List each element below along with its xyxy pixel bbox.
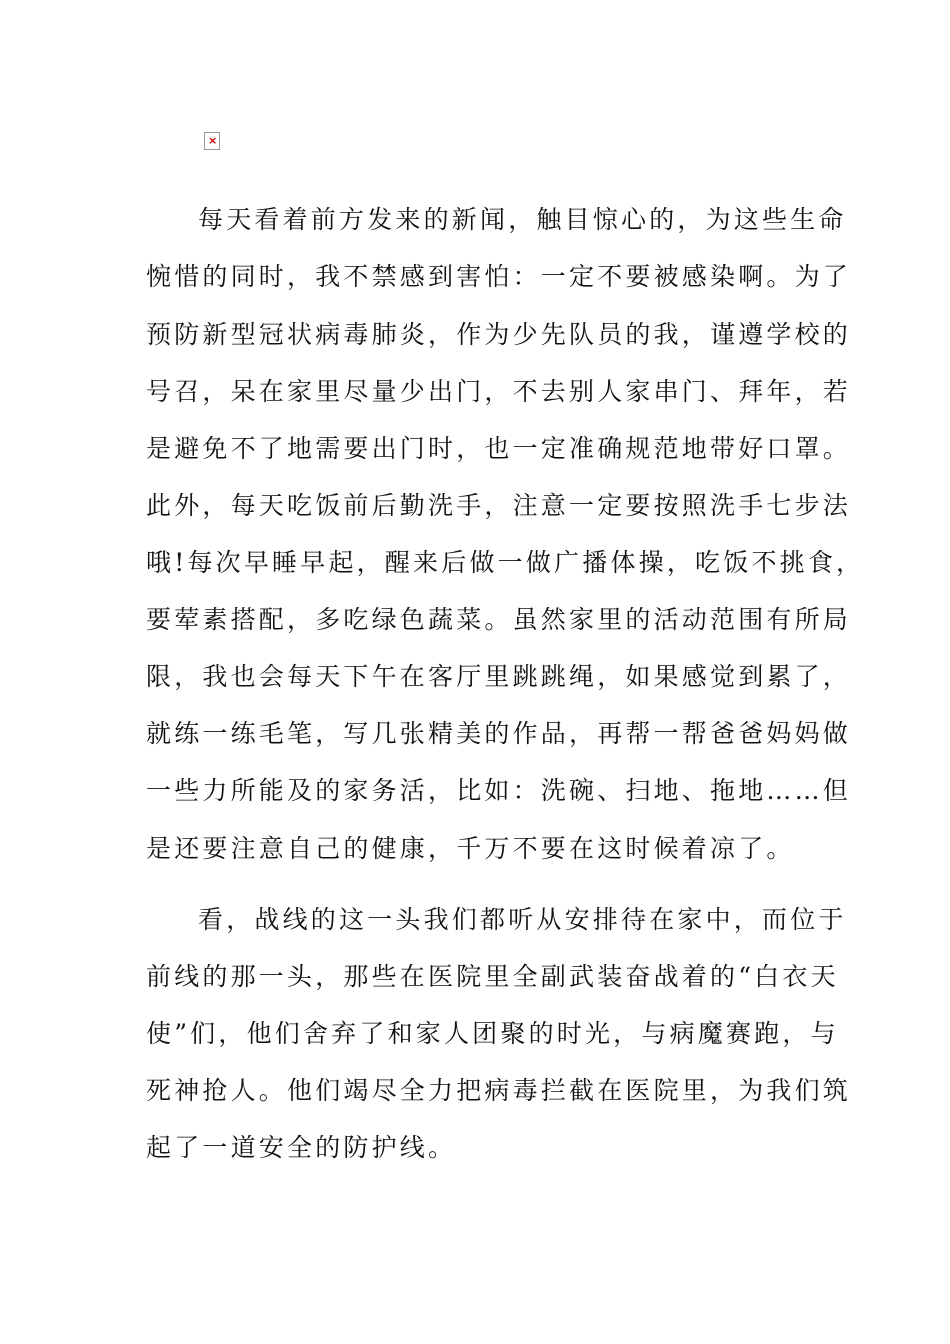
paragraph-1-line-2: 惋惜的同时，我不禁感到害怕：一定不要被感染啊。为了 xyxy=(146,262,852,291)
paragraph-2-line-2: 前线的那一头，那些在医院里全副武装奋战着的“白衣天 xyxy=(146,962,839,991)
paragraph-1-line-8: 要荤素搭配，多吃绿色蔬菜。虽然家里的活动范围有所局 xyxy=(146,605,852,634)
paragraph-2-line-4: 死神抢人。他们竭尽全力把病毒拦截在医院里，为我们筑 xyxy=(146,1076,852,1105)
paragraph-1-line-10: 就练一练毛笔，写几张精美的作品，再帮一帮爸爸妈妈做 xyxy=(146,719,852,748)
paragraph-1-line-12: 是还要注意自己的健康，千万不要在这时候着凉了。 xyxy=(146,834,795,863)
paragraph-1-line-1: 每天看着前方发来的新闻，触目惊心的，为这些生命 xyxy=(198,205,847,234)
paragraph-1-line-11: 一些力所能及的家务活，比如：洗碗、扫地、拖地……但 xyxy=(146,776,852,805)
paragraph-2-line-1: 看，战线的这一头我们都听从安排待在家中，而位于 xyxy=(198,905,847,934)
paragraph-2-line-5: 起了一道安全的防护线。 xyxy=(146,1133,457,1162)
broken-image-x-mark: × xyxy=(208,134,218,147)
paragraph-1-line-6: 此外，每天吃饭前后勤洗手，注意一定要按照洗手七步法 xyxy=(146,491,852,520)
paragraph-1-line-9: 限，我也会每天下午在客厅里跳跳绳，如果感觉到累了， xyxy=(146,662,852,691)
paragraph-1-line-7: 哦!每次早睡早起，醒来后做一做广播体操，吃饭不挑食， xyxy=(146,548,865,577)
paragraph-2-line-3: 使”们，他们舍弃了和家人团聚的时光，与病魔赛跑，与 xyxy=(146,1019,839,1048)
paragraph-1-line-3: 预防新型冠状病毒肺炎，作为少先队员的我，谨遵学校的 xyxy=(146,320,852,349)
paragraph-1-line-4: 号召，呆在家里尽量少出门，不去别人家串门、拜年，若 xyxy=(146,377,852,406)
broken-image-icon xyxy=(204,132,220,150)
paragraph-1-line-5: 是避免不了地需要出门时，也一定准确规范地带好口罩。 xyxy=(146,434,852,463)
